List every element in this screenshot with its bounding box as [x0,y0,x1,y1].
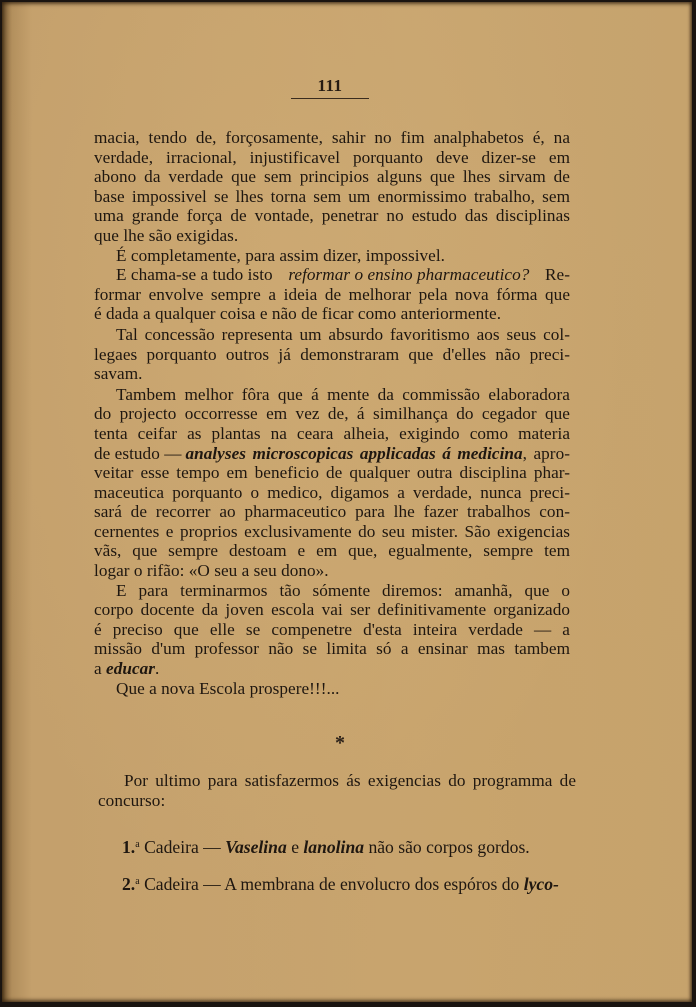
text-line: que lhe são exigidas. [94,225,239,245]
text-run: , apro- [522,443,570,463]
text-run: Re- [545,265,570,285]
paragraph-start [94,265,570,285]
text-line: vãs, que sempre destoam e em que, egualmente, sempre tem [94,541,570,561]
page-number-rule [291,98,369,99]
text-line [94,444,570,464]
text-run: de estudo — [94,443,182,463]
item-label: Cadeira — [144,874,221,894]
text-run: a [94,659,102,679]
text-run: . [155,659,160,679]
closing-paragraph [98,771,576,810]
book-page [2,2,692,1002]
text-line: concurso: [98,790,166,810]
paragraph-start: E para terminarmos tão sómente diremos: amanhã, que o [116,580,570,600]
text-run: E chama-se a tudo isto [116,265,273,285]
text-line: missão d'um professor não se limita só a ensinar mas tambem [94,639,570,659]
text-run: e [291,837,299,857]
text-run: não são corpos gordos. [368,837,530,857]
ordinal-indicator: a [135,839,140,850]
ordinal-indicator: a [135,876,140,887]
item-number: 1. [122,837,136,857]
text-line: abono da verdade que sem principios alguns que lhes sirvam de [94,167,570,187]
text-line: formar envolve sempre a ideia de melhorar pela nova fórma que [94,284,570,304]
item-number: 2. [122,874,136,894]
text-line [94,659,570,679]
text-line: base impossivel se lhes torna sem um enormissimo trabalho, sem [94,186,570,206]
italic-phrase: analyses microscopicas applicadas á medicina [185,443,523,463]
paragraph-start: Por ultimo para satisfazermos ás exigencias do programma de [124,771,576,790]
italic-word: educar [106,659,156,679]
text-line: verdade, irracional, injustificavel porquanto deve dizer-se em [94,147,570,167]
text-line: sará de recorrer ao pharmaceutico para lhe fazer trabalhos con- [94,502,570,522]
page-number: 111 [317,76,343,95]
text-line: macia, tendo de, forçosamente, sahir no fim analphabetos é, na [94,128,570,147]
paragraph-start: Tambem melhor fôra que á mente da commissão elaboradora [116,384,570,404]
italic-term: lyco- [523,874,559,894]
text-line: legaes porquanto outros já demonstraram que d'elles não preci- [94,344,570,364]
text-line: é preciso que elle se compenetre d'esta inteira verdade — a [94,619,570,639]
text-line: veitar esse tempo em beneficio de qualquer outra disciplina phar- [94,463,570,483]
italic-phrase: reformar o ensino pharmaceutico? [288,265,530,285]
italic-term: lanolina [303,837,365,857]
text-line: corpo docente da joven escola vai ser definitivamente organizado [94,600,570,620]
text-line: é dada a qualquer coisa e não de ficar como anteriormente. [94,304,502,324]
text-line: uma grande força de vontade, penetrar no estudo das disciplinas [94,206,570,226]
italic-term: Vaselina [225,837,287,857]
body-text [94,128,570,698]
text-run-wrap [181,444,570,464]
paragraph-start: Que a nova Escola prospere!!!... [116,678,340,698]
list-item [122,837,530,858]
paragraph-start: Tal concessão representa um absurdo favoritismo aos seus col- [116,324,570,344]
paragraph-start: É completamente, para assim dizer, impossivel. [116,245,446,265]
section-separator: * [335,732,345,754]
text-line: savam. [94,364,143,384]
text-line: do projecto occorresse em vez de, á similhança do cegador que [94,404,570,424]
list-item [122,874,559,895]
item-label: Cadeira — [144,837,221,857]
text-run: A membrana de envolucro dos espóros do [224,874,520,894]
text-line: tenta ceifar as plantas na ceara alheia, exigindo como materia [94,423,570,443]
text-line: cernentes e proprios exclusivamente do seu mister. São exigencias [94,521,570,541]
text-line: maceutica porquanto o medico, digamos a verdade, nunca preci- [94,482,570,502]
text-line: logar o rifão: «O seu a seu dono». [94,561,329,581]
